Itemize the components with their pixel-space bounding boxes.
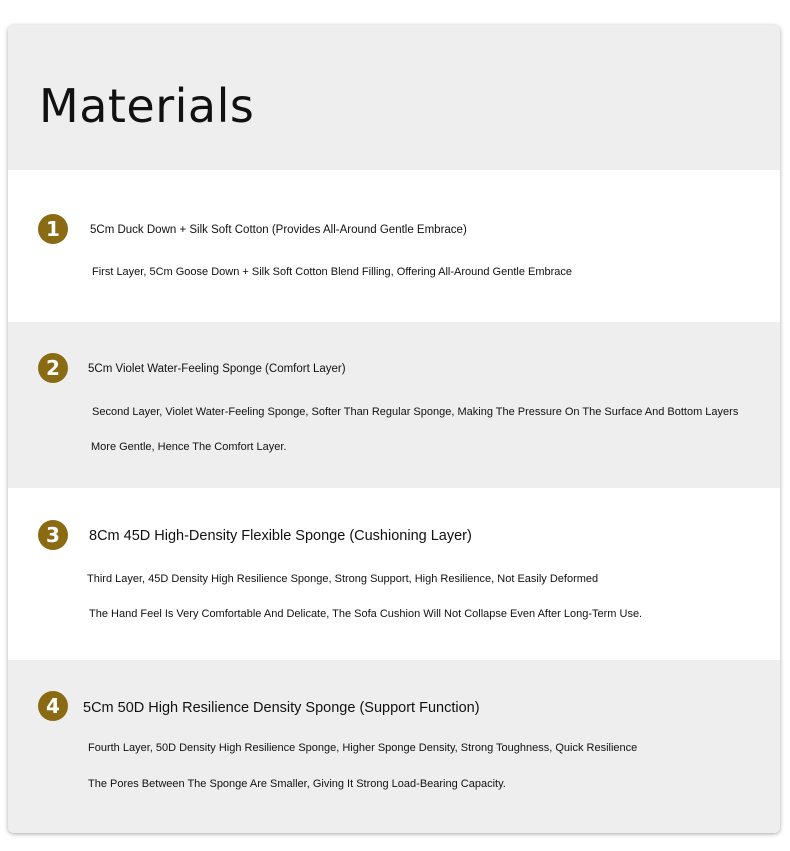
layer-heading-1: 5Cm Duck Down + Silk Soft Cotton (Provides All-Around Gentle Embrace) (90, 224, 467, 236)
layer-description-3a: Third Layer, 45D Density High Resilience Sponge, Strong Support, High Resilience, Not Easily Deformed (87, 573, 599, 585)
layer-description-1a: First Layer, 5Cm Goose Down + Silk Soft Cotton Blend Filling, Offering All-Around Gentle Embrace (92, 266, 573, 278)
number-badge-4: 4 (38, 691, 68, 721)
layer-description-2b: More Gentle, Hence The Comfort Layer. (91, 441, 287, 453)
layer-section-1 (8, 170, 780, 322)
number-badge-2: 2 (38, 353, 68, 383)
number-badge-3: 3 (38, 520, 68, 550)
layer-heading-2: 5Cm Violet Water-Feeling Sponge (Comfort Layer) (88, 363, 346, 375)
materials-card (8, 25, 780, 833)
layer-description-3b: The Hand Feel Is Very Comfortable And Delicate, The Sofa Cushion Will Not Collapse Even After Long-Term Use. (89, 608, 643, 620)
header (8, 25, 780, 170)
page-title: Materials (39, 79, 255, 133)
layer-description-4b: The Pores Between The Sponge Are Smaller, Giving It Strong Load-Bearing Capacity. (88, 778, 506, 790)
layer-heading-4: 5Cm 50D High Resilience Density Sponge (Support Function) (83, 700, 480, 716)
layer-heading-3: 8Cm 45D High-Density Flexible Sponge (Cushioning Layer) (89, 528, 472, 544)
layer-section-2 (8, 322, 780, 488)
layer-description-4a: Fourth Layer, 50D Density High Resilience Sponge, Higher Sponge Density, Strong Toughness, Quick Resilience (88, 742, 638, 754)
layer-section-3 (8, 488, 780, 660)
layer-section-4 (8, 660, 780, 833)
layer-description-2a: Second Layer, Violet Water-Feeling Sponge, Softer Than Regular Sponge, Making The Pressure On The Surface And Bottom Layers (92, 406, 739, 418)
number-badge-1: 1 (38, 214, 68, 244)
